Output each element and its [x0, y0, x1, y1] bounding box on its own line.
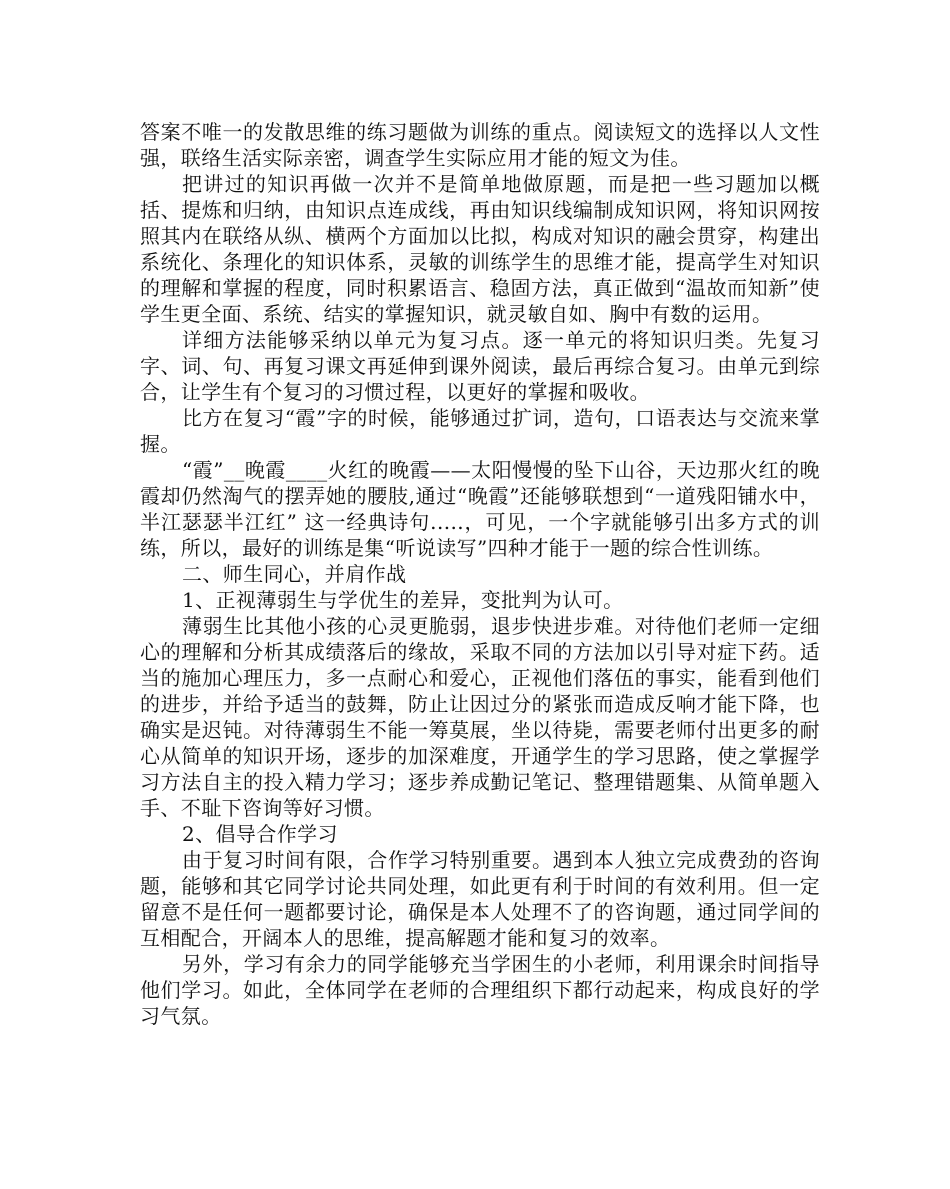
subheading-weak-students: 1、正视薄弱生与学优生的差异，变批判为认可。 [182, 588, 624, 612]
paragraph-knowledge-review: 把讲过的知识再做一次并不是简单地做原题，而是把一些习题加以概括、提炼和归纳，由知识点连成线，再由知识线编制成知识网，将知识网按照其内在联络从纵、横两个方面加以比拟，构成对知识的融会贯穿，构建出系统化、条理化的知识体系，灵敏的训练学生的思维才能，提高学生对知识的理解和掌握的程度，同时积累语言、稳固方法，真正做到“温故而知新”使学生更全面、系统、结实的掌握知识，就灵敏自如、胸中有数的运用。 [140, 172, 820, 326]
paragraph-weak-students: 薄弱生比其他小孩的心灵更脆弱，退步快进步难。对待他们老师一定细心的理解和分析其成绩落后的缘故，采取不同的方法加以引导对症下药。适当的施加心理压力，多一点耐心和爱心，正视他们落伍的事实，能看到他们的进步，并给予适当的鼓舞，防止让因过分的紧张而造成反响才能下降，也确实是迟钝。对待薄弱生不能一筹莫展，坐以待毙，需要老师付出更多的耐心从简单的知识开场，逐步的加深难度，开通学生的学习思路，使之掌握学习方法自主的投入精力学习；逐步养成勤记笔记、整理错题集、从简单题入手、不耻下咨询等好习惯。 [140, 614, 820, 820]
subheading-cooperative-learning: 2、倡导合作学习 [182, 822, 338, 846]
paragraph-cooperative-learning: 由于复习时间有限，合作学习特别重要。遇到本人独立完成费劲的咨询题，能够和其它同学讨论共同处理，如此更有利于时间的有效利用。但一定留意不是任何一题都要讨论，确保是本人处理不了的咨询题，通过同学间的互相配合，开阔本人的思维，提高解题才能和复习的效率。 [140, 848, 820, 950]
paragraph-unit-method: 详细方法能够采纳以单元为复习点。逐一单元的将知识归类。先复习字、词、句、再复习课文再延伸到课外阅读，最后再综合复习。由单元到综合，让学生有个复习的习惯过程，以更好的掌握和吸收。 [140, 328, 820, 404]
paragraph-peer-tutoring: 另外，学习有余力的同学能够充当学困生的小老师，利用课余时间指导他们学习。如此，全体同学在老师的合理组织下都行动起来，构成良好的学习气氛。 [140, 952, 820, 1028]
document-body [140, 119, 820, 1029]
paragraph-intro: 答案不唯一的发散思维的练习题做为训练的重点。阅读短文的选择以人文性强，联络生活实际亲密，调查学生实际应用才能的短文为佳。 [140, 120, 820, 170]
paragraph-example-xia: 比方在复习“霞”字的时候，能够通过扩词，造句，口语表达与交流来掌握。 [140, 406, 820, 456]
paragraph-xia-practice: “霞”__晚霞____火红的晚霞——太阳慢慢的坠下山谷，天边那火红的晚霞却仍然淘气的摆弄她的腰肢,通过“晚霞”还能够联想到“一道残阳铺水中，半江瑟瑟半江红” 这一经典诗句.....，可见，一个字就能够引出多方式的训练，所以，最好的训练是集“听说读写”四种才能于一题的综合性训练。 [140, 458, 820, 560]
section-heading-teacher-student: 二、师生同心，并肩作战 [182, 562, 407, 586]
